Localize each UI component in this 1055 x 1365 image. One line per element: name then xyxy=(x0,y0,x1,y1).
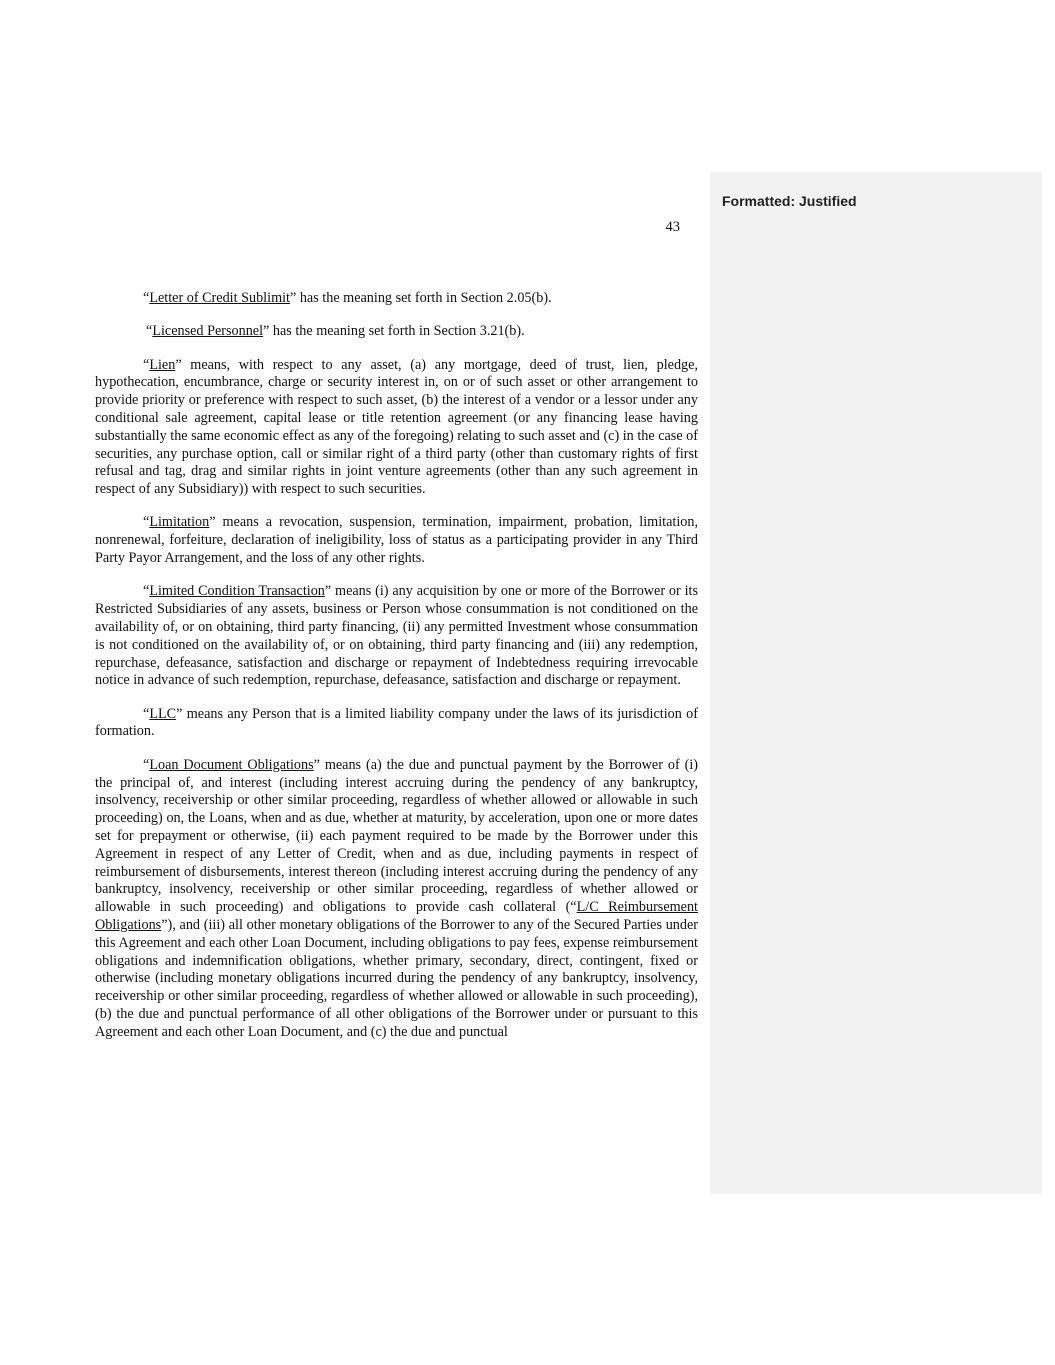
definition-loan-document-obligations: “Loan Document Obligations” means (a) the due and punctual payment by the Borrower of (i) the principal of, and interest (including interest accruing during the pendency of any bankruptcy, insolvency, receivership or other similar proceeding, regardless of whether allowed or allowable in such proceeding) on, the Loans, when and as due, whether at maturity, by acceleration, upon one or more dates set for prepayment or otherwise, (ii) each payment required to be made by the Borrower under this Agreement in respect of any Letter of Credit, when and as due, including payments in respect of reimbursement of disbursements, interest thereon (including interest accruing during the pendency of any bankruptcy, insolvency, receivership or other similar proceeding, regardless of whether allowed or allowable in such proceeding) and obligations to provide cash collateral (“L/C Reimbursement Obligations”), and (iii) all other monetary obligations of the Borrower to any of the Secured Parties under this Agreement and each other Loan Document, including obligations to pay fees, expense reimbursement obligations and indemnification obligations, whether primary, secondary, direct, contingent, fixed or otherwise (including monetary obligations incurred during the pendency of any bankruptcy, insolvency, receivership or other similar proceeding, regardless of whether allowed or allowable in such proceeding), (b) the due and punctual performance of all other obligations of the Borrower under or pursuant to this Agreement and each other Loan Document, and (c) the due and punctual xyxy=(95,756,698,1040)
defined-term: Loan Document Obligations xyxy=(149,756,314,773)
defined-term: Letter of Credit Sublimit xyxy=(149,290,290,306)
defined-term: Lien xyxy=(149,356,176,373)
defined-term: Limited Condition Transaction xyxy=(149,583,325,600)
definition-letter-of-credit-sublimit: “Letter of Credit Sublimit” has the meaning set forth in Section 2.05(b). xyxy=(143,290,552,306)
definition-text: ” means any Person that is a limited liability company under the laws of its jurisdiction of formation. xyxy=(95,705,698,740)
document-body xyxy=(95,290,698,1057)
page-number: 43 xyxy=(665,219,680,235)
definition-llc: “LLC” means any Person that is a limited liability company under the laws of its jurisdiction of formation. xyxy=(95,705,698,740)
definition-text: ” means a revocation, suspension, termination, impairment, probation, limitation, nonrenewal, forfeiture, declaration of ineligibility, loss of status as a participating provider in any Third Party Payor Arrangement, and the loss of any other rights. xyxy=(95,514,698,567)
comment-pane xyxy=(710,172,1042,1194)
definition-limited-condition-transaction: “Limited Condition Transaction” means (i) any acquisition by one or more of the Borrower or its Restricted Subsidiaries of any assets, business or Person whose consummation is not conditioned on the availability of, or on obtaining, third party financing, (ii) any permitted Investment whose consummation is not conditioned on the availability of, or on obtaining, third party financing and (iii) any redemption, repurchase, defeasance, satisfaction and discharge or repayment of Indebtedness requiring irrevocable notice in advance of such redemption, repurchase, defeasance, satisfaction and discharge or repayment. xyxy=(95,583,698,689)
definition-text: ” means (a) the due and punctual payment by the Borrower of (i) the principal of, and interest (including interest accruing during the pendency of any bankruptcy, insolvency, receivership or other similar proceeding, regardless of whether allowed or allowable in such proceeding) on, the Loans, when and as due, whether at maturity, by acceleration, upon one or more dates set for prepayment or otherwise, (ii) each payment required to be made by the Borrower under this Agreement in respect of any Letter of Credit, when and as due, including payments in respect of reimbursement of disbursements, interest thereon (including interest accruing during the pendency of any bankruptcy, insolvency, receivership or other similar proceeding, regardless of whether allowed or allowable in such proceeding) and obligations to provide cash collateral (“ xyxy=(95,756,698,916)
defined-term: Licensed Personnel xyxy=(152,323,264,340)
definition-limitation: “Limitation” means a revocation, suspension, termination, impairment, probation, limitation, nonrenewal, forfeiture, declaration of ineligibility, loss of status as a participating provider in any Third Party Payor Arrangement, and the loss of any other rights. xyxy=(95,514,698,567)
definition-text: ” has the meaning set forth in Section 3.21(b). xyxy=(263,323,525,340)
defined-term: Limitation xyxy=(149,514,210,531)
definition-text: ”), and (iii) all other monetary obligations of the Borrower to any of the Secured Parties under this Agreement and each other Loan Document, including obligations to pay fees, expense reimbursement obligations and indemnification obligations, whether primary, secondary, direct, contingent, fixed or otherwise (including monetary obligations incurred during the pendency of any bankruptcy, insolvency, receivership or other similar proceeding, regardless of whether allowed or allowable in such proceeding), (b) the due and punctual performance of all other obligations of the Borrower under or pursuant to this Agreement and each other Loan Document, and (c) the due and punctual xyxy=(95,916,698,1040)
definition-text: ” means, with respect to any asset, (a) any mortgage, deed of trust, lien, pledge, hypothecation, encumbrance, charge or security interest in, on or of such asset or other arrangement to provide priority or preference with respect to such asset, (b) the interest of a vendor or a lessor under any conditional sale agreement, capital lease or title retention agreement (or any financing lease having substantially the same economic effect as any of the foregoing) relating to such asset and (c) in the case of securities, any purchase option, call or similar right of a third party (other than customary rights of first refusal and tag, drag and similar rights in joint venture agreements (other than any such agreement in respect of any Subsidiary)) with respect to such securities. xyxy=(95,356,698,498)
defined-term: L/C Reimbursement Obligations xyxy=(95,899,698,933)
definition-licensed-personnel: “Licensed Personnel” has the meaning set forth in Section 3.21(b). xyxy=(146,323,525,340)
comment-title: Formatted: Justified xyxy=(722,193,857,209)
definition-text: ” has the meaning set forth in Section 2.05(b). xyxy=(289,290,552,306)
definition-lien: “Lien” means, with respect to any asset, (a) any mortgage, deed of trust, lien, pledge, hypothecation, encumbrance, charge or security interest in, on or of such asset or other arrangement to provide priority or preference with respect to such asset, (b) the interest of a vendor or a lessor under any conditional sale agreement, capital lease or title retention agreement (or any financing lease having substantially the same economic effect as any of the foregoing) relating to such asset and (c) in the case of securities, any purchase option, call or similar right of a third party (other than customary rights of first refusal and tag, drag and similar rights in joint venture agreements (other than any such agreement in respect of any Subsidiary)) with respect to such securities. xyxy=(95,356,698,498)
definition-text: ” means (i) any acquisition by one or more of the Borrower or its Restricted Subsidiaries of any assets, business or Person whose consummation is not conditioned on the availability of, or on obtaining, third party financing, (ii) any permitted Investment whose consummation is not conditioned on the availability of, or on obtaining, third party financing and (iii) any redemption, repurchase, defeasance, satisfaction and discharge or repayment of Indebtedness requiring irrevocable notice in advance of such redemption, repurchase, defeasance, satisfaction and discharge or repayment. xyxy=(95,583,698,689)
defined-term: LLC xyxy=(149,705,177,722)
